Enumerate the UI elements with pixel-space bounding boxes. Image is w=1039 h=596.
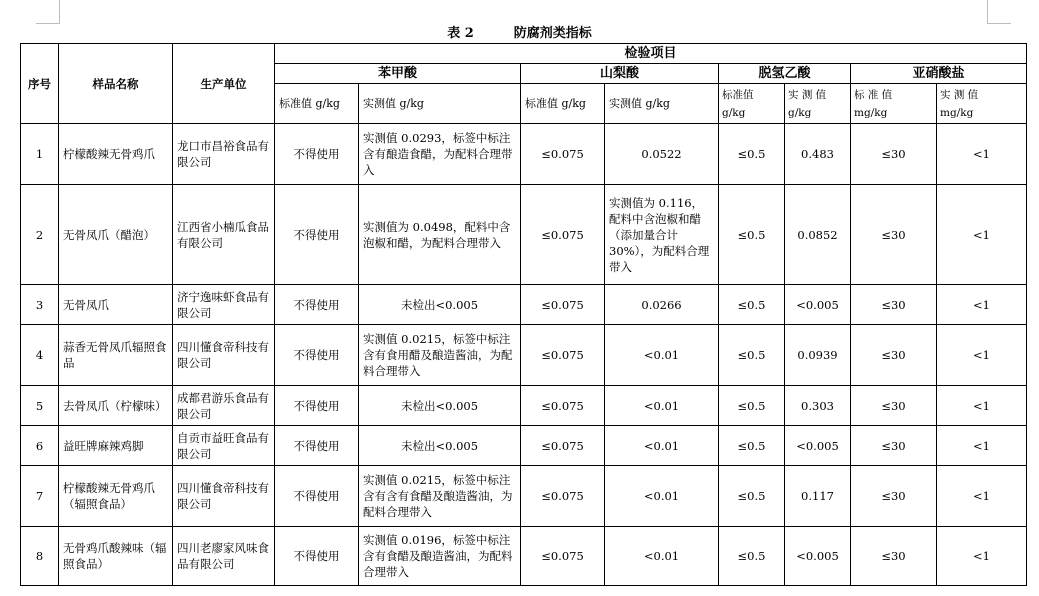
row-sorbic-std: ≤0.075	[521, 325, 605, 386]
row-sorbic-act: 实测值为 0.116，配料中含泡椒和醋（添加量合计30%），为配料合理带入	[605, 185, 719, 285]
header-nit-std-unit: mg/kg	[854, 106, 888, 119]
row-nit-act: <1	[937, 426, 1027, 466]
row-sorbic-std: ≤0.075	[521, 527, 605, 586]
row-name: 柠檬酸辣无骨鸡爪（辐照食品）	[59, 466, 173, 527]
header-name: 样品名称	[59, 44, 173, 124]
preservative-table	[20, 43, 1027, 586]
header-dha-act	[785, 84, 851, 124]
header-benzoic-act: 实测值 g/kg	[359, 84, 521, 124]
row-nit-std: ≤30	[851, 285, 937, 325]
row-name: 无骨凤爪（醋泡）	[59, 185, 173, 285]
table-row	[21, 386, 1027, 426]
row-benzoic-std: 不得使用	[275, 124, 359, 185]
row-benzoic-std: 不得使用	[275, 285, 359, 325]
row-dha-std: ≤0.5	[719, 527, 785, 586]
row-nit-std: ≤30	[851, 386, 937, 426]
header-sorbic: 山梨酸	[521, 64, 719, 84]
row-nit-act: <1	[937, 325, 1027, 386]
row-dha-act: 0.0939	[785, 325, 851, 386]
header-sorbic-act: 实测值 g/kg	[605, 84, 719, 124]
row-benzoic-act: 未检出<0.005	[359, 426, 521, 466]
row-name: 无骨凤爪	[59, 285, 173, 325]
row-dha-act: 0.303	[785, 386, 851, 426]
header-seq: 序号	[21, 44, 59, 124]
row-nit-act: <1	[937, 185, 1027, 285]
row-benzoic-std: 不得使用	[275, 325, 359, 386]
row-benzoic-act: 实测值为 0.0498，配料中含泡椒和醋，为配料合理带入	[359, 185, 521, 285]
row-sorbic-std: ≤0.075	[521, 386, 605, 426]
row-dha-act: 0.483	[785, 124, 851, 185]
row-sorbic-act: 0.0522	[605, 124, 719, 185]
row-maker: 龙口市昌裕食品有限公司	[173, 124, 275, 185]
table-row	[21, 124, 1027, 185]
row-benzoic-std: 不得使用	[275, 185, 359, 285]
row-name: 益旺牌麻辣鸡脚	[59, 426, 173, 466]
table-title	[0, 22, 1039, 41]
header-dha-std-unit: g/kg	[722, 106, 746, 119]
row-benzoic-std: 不得使用	[275, 527, 359, 586]
row-name: 柠檬酸辣无骨鸡爪	[59, 124, 173, 185]
row-dha-std: ≤0.5	[719, 285, 785, 325]
header-dha-std	[719, 84, 785, 124]
row-dha-std: ≤0.5	[719, 386, 785, 426]
row-nit-act: <1	[937, 466, 1027, 527]
row-nit-std: ≤30	[851, 466, 937, 527]
header-benzoic-std: 标准值 g/kg	[275, 84, 359, 124]
header-dha-act-unit: g/kg	[788, 106, 812, 119]
row-sorbic-act: <0.01	[605, 386, 719, 426]
row-no: 2	[21, 185, 59, 285]
header-benzoic: 苯甲酸	[275, 64, 521, 84]
row-no: 5	[21, 386, 59, 426]
row-sorbic-std: ≤0.075	[521, 426, 605, 466]
row-no: 8	[21, 527, 59, 586]
row-maker: 成都君游乐食品有限公司	[173, 386, 275, 426]
row-benzoic-act: 实测值 0.0215，标签中标注含有含有食醋及酿造酱油，为配料合理带入	[359, 466, 521, 527]
row-sorbic-act: 0.0266	[605, 285, 719, 325]
row-dha-act: <0.005	[785, 527, 851, 586]
row-dha-act: 0.0852	[785, 185, 851, 285]
header-nit-act-unit: mg/kg	[940, 106, 974, 119]
table-row	[21, 285, 1027, 325]
table-row	[21, 325, 1027, 386]
row-nit-std: ≤30	[851, 527, 937, 586]
crop-mark	[59, 0, 60, 24]
header-dha: 脱氢乙酸	[719, 64, 851, 84]
header-sorbic-std: 标准值 g/kg	[521, 84, 605, 124]
row-maker: 四川老廖家风味食品有限公司	[173, 527, 275, 586]
header-group: 检验项目	[275, 44, 1027, 64]
row-maker: 江西省小楠瓜食品有限公司	[173, 185, 275, 285]
row-sorbic-std: ≤0.075	[521, 185, 605, 285]
row-maker: 自贡市益旺食品有限公司	[173, 426, 275, 466]
row-sorbic-std: ≤0.075	[521, 285, 605, 325]
row-sorbic-std: ≤0.075	[521, 466, 605, 527]
row-no: 4	[21, 325, 59, 386]
row-maker: 济宁逸味虾食品有限公司	[173, 285, 275, 325]
row-dha-act: <0.005	[785, 426, 851, 466]
row-benzoic-std: 不得使用	[275, 386, 359, 426]
row-dha-std: ≤0.5	[719, 185, 785, 285]
row-benzoic-std: 不得使用	[275, 426, 359, 466]
row-sorbic-act: <0.01	[605, 466, 719, 527]
header-dha-act-label: 实 测 值	[788, 88, 827, 101]
row-sorbic-act: <0.01	[605, 527, 719, 586]
row-nit-std: ≤30	[851, 325, 937, 386]
row-name: 无骨鸡爪酸辣味（辐照食品）	[59, 527, 173, 586]
row-dha-std: ≤0.5	[719, 124, 785, 185]
table-row	[21, 527, 1027, 586]
row-nit-std: ≤30	[851, 185, 937, 285]
row-maker: 四川懂食帝科技有限公司	[173, 325, 275, 386]
row-sorbic-act: <0.01	[605, 325, 719, 386]
row-nit-act: <1	[937, 527, 1027, 586]
row-dha-std: ≤0.5	[719, 325, 785, 386]
row-no: 1	[21, 124, 59, 185]
row-benzoic-std: 不得使用	[275, 466, 359, 527]
header-nit-std-label: 标 准 值	[854, 88, 893, 101]
row-name: 去骨凤爪（柠檬味）	[59, 386, 173, 426]
row-dha-act: <0.005	[785, 285, 851, 325]
header-nit-std	[851, 84, 937, 124]
row-sorbic-std: ≤0.075	[521, 124, 605, 185]
table-number: 表 2	[447, 26, 474, 41]
header-nitrite: 亚硝酸盐	[851, 64, 1027, 84]
row-name: 蒜香无骨凤爪辐照食品	[59, 325, 173, 386]
row-benzoic-act: 实测值 0.0215，标签中标注含有食用醋及酿造酱油，为配料合理带入	[359, 325, 521, 386]
table-row	[21, 426, 1027, 466]
row-nit-act: <1	[937, 124, 1027, 185]
row-nit-act: <1	[937, 285, 1027, 325]
header-dha-std-label: 标准值	[722, 88, 754, 101]
row-nit-act: <1	[937, 386, 1027, 426]
row-benzoic-act: 实测值 0.0293，标签中标注含有酿造食醋，为配料合理带入	[359, 124, 521, 185]
table-row	[21, 185, 1027, 285]
row-sorbic-act: <0.01	[605, 426, 719, 466]
row-nit-std: ≤30	[851, 426, 937, 466]
row-dha-act: 0.117	[785, 466, 851, 527]
header-nit-act-label: 实 测 值	[940, 88, 979, 101]
row-nit-std: ≤30	[851, 124, 937, 185]
row-dha-std: ≤0.5	[719, 466, 785, 527]
table-caption: 防腐剂类指标	[513, 26, 592, 41]
table-row	[21, 466, 1027, 527]
row-no: 6	[21, 426, 59, 466]
row-maker: 四川懂食帝科技有限公司	[173, 466, 275, 527]
header-nit-act	[937, 84, 1027, 124]
row-no: 3	[21, 285, 59, 325]
row-dha-std: ≤0.5	[719, 426, 785, 466]
row-benzoic-act: 未检出<0.005	[359, 285, 521, 325]
row-benzoic-act: 实测值 0.0196，标签中标注含有食醋及酿造酱油，为配料合理带入	[359, 527, 521, 586]
row-no: 7	[21, 466, 59, 527]
row-benzoic-act: 未检出<0.005	[359, 386, 521, 426]
header-maker: 生产单位	[173, 44, 275, 124]
crop-mark	[987, 0, 988, 24]
